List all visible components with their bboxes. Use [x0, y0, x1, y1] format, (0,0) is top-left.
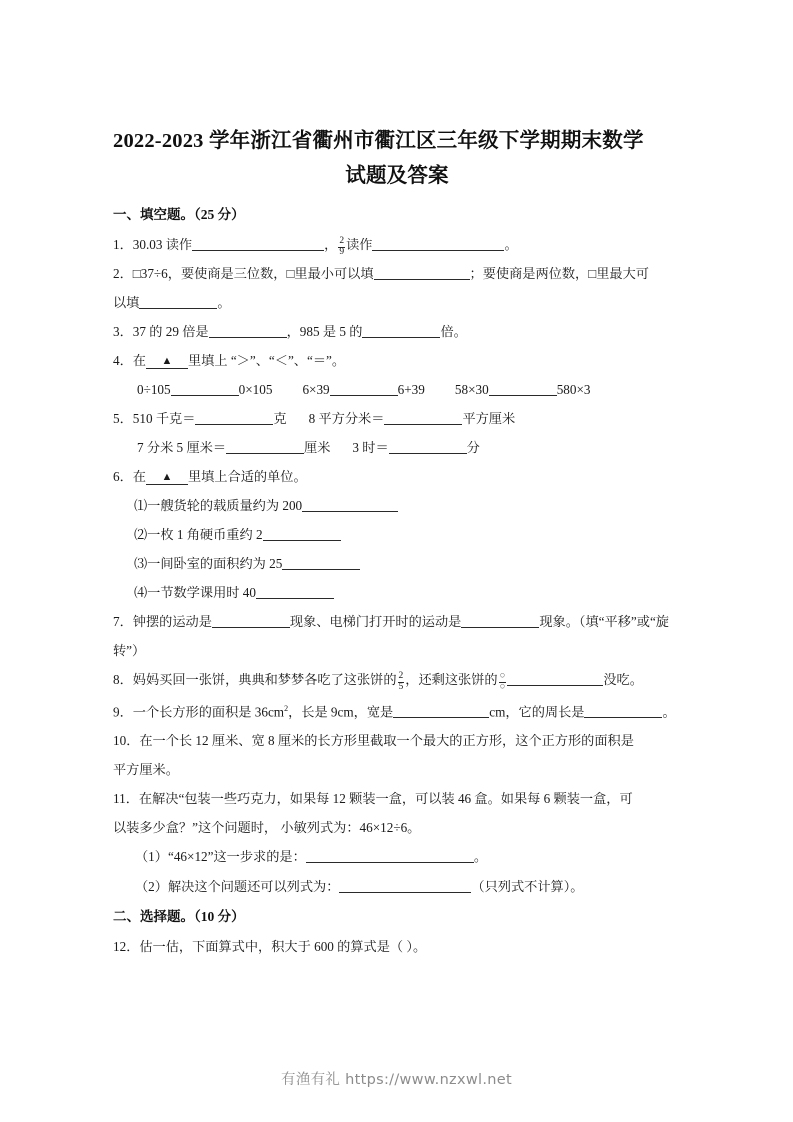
question-11 — [113, 784, 683, 813]
title-line-1: 2022-2023 学年浙江省衢州市衢江区三年级下学期期末数学 — [113, 130, 644, 152]
triangle-icon: ▲ — [146, 470, 188, 485]
q9-answer-blank-2[interactable] — [584, 703, 662, 718]
q1-text-b: 读作 — [346, 237, 373, 252]
q4-cmp-1-blank[interactable] — [171, 381, 239, 396]
q7-text-b: 现象、电梯门打开时的运动是 — [289, 614, 462, 629]
question-10-continued — [113, 755, 683, 784]
question-5 — [113, 404, 683, 433]
q5-answer-blank-2[interactable] — [384, 410, 462, 425]
q9-answer-blank-1[interactable] — [393, 703, 489, 718]
q6-item-2-blank[interactable] — [263, 526, 341, 541]
q11-text-b: 以装多少盒？”这个问题时， 小敏列式为：46×12÷6。 — [113, 820, 421, 836]
q7-text-c: 现象。（填“平移”或“旋 — [539, 614, 669, 629]
q4-cmp-1-left: 0÷105 — [137, 382, 171, 397]
q3-text-b: ，985 是 5 的 — [286, 324, 363, 339]
triangle-icon: ▲ — [146, 354, 188, 369]
q5-line1-unit-b: 平方厘米 — [462, 411, 516, 426]
q11-sub2-suffix: （只列式不计算）。 — [471, 879, 584, 895]
q11-sub1-period: 。 — [473, 849, 487, 865]
q5-line1-unit-a: 克 — [273, 411, 287, 426]
question-5-line-2 — [113, 433, 683, 462]
q5-line1-a: 510 千克＝ — [132, 411, 196, 426]
q2-number: 2． — [113, 266, 133, 281]
question-9 — [113, 694, 683, 726]
exam-body — [113, 200, 683, 961]
q5-line2-unit-a: 厘米 — [304, 440, 331, 455]
question-6 — [113, 462, 683, 491]
q2-answer-blank-1[interactable] — [374, 265, 470, 280]
q5-number: 5． — [113, 411, 133, 426]
q6-item-3-blank[interactable] — [282, 555, 360, 570]
q1-fraction — [338, 237, 345, 257]
q8-text-c: 没吃。 — [603, 672, 643, 687]
question-6-item-3 — [113, 549, 683, 578]
q4-cmp-3-blank[interactable] — [489, 381, 557, 396]
q6-text-a: 在 — [132, 469, 146, 484]
q7-answer-blank-2[interactable] — [461, 613, 539, 628]
question-6-item-2 — [113, 520, 683, 549]
q2-text-c: 以填 — [113, 295, 140, 310]
q1-number: 1． — [113, 237, 133, 252]
q11-sub2-blank[interactable] — [339, 878, 471, 893]
q8-fraction-1-numerator: 2 — [398, 671, 404, 682]
section-heading-fill-in-blank: 一、填空题。（25 分） — [113, 207, 245, 222]
section-heading-multiple-choice: 二、选择题。（10 分） — [113, 909, 245, 925]
title-line-2: 试题及答案 — [345, 165, 449, 187]
question-2-continued — [113, 288, 683, 317]
q2-period: 。 — [217, 295, 231, 310]
question-12 — [113, 932, 683, 961]
q4-cmp-2-left: 6×39 — [302, 382, 330, 397]
q11-sub2-text: （2）解决这个问题还可以列式为： — [135, 879, 340, 895]
q2-text-a: □37÷6，要使商是三位数，□里最小可以填 — [132, 266, 374, 281]
question-6-item-1 — [113, 491, 683, 520]
q7-number: 7． — [113, 614, 133, 629]
q7-answer-blank-1[interactable] — [212, 613, 290, 628]
q6-item-1-text: ⑴一艘货轮的载质量约为 200 — [134, 498, 303, 513]
q10-text-b: 平方厘米。 — [113, 762, 179, 778]
question-8 — [113, 665, 683, 694]
q8-fraction-2-denominator: ○ — [499, 682, 506, 692]
q3-text-a: 37 的 29 倍是 — [132, 324, 209, 339]
q11-sub1-text: （1）“46×12”这一步求的是： — [135, 849, 306, 865]
q5-line2-b: 3 时＝ — [352, 440, 389, 455]
q6-item-4-text: ⑷一节数学课用时 40 — [134, 585, 256, 600]
question-11-continued — [113, 813, 683, 842]
q9-text-c: cm，它的周长是 — [489, 704, 585, 720]
q8-fraction-2-blank[interactable] — [499, 672, 507, 692]
q6-item-2-text: ⑵一枚 1 角硬币重约 2 — [134, 527, 263, 542]
question-7-continued — [113, 636, 683, 665]
q3-answer-blank-1[interactable] — [209, 323, 287, 338]
question-11-part-2 — [113, 872, 683, 902]
q3-number: 3． — [113, 324, 133, 339]
question-11-part-1 — [113, 842, 683, 872]
q3-text-c: 倍。 — [440, 324, 467, 339]
q12-number: 12． — [113, 939, 140, 955]
q9-period: 。 — [662, 704, 676, 720]
q9-superscript: 2 — [284, 704, 289, 713]
q9-number: 9． — [113, 704, 133, 720]
q10-number: 10． — [113, 733, 140, 749]
q6-number: 6． — [113, 469, 133, 484]
document-title — [113, 124, 681, 194]
q5-line2-unit-b: 分 — [466, 440, 480, 455]
q1-answer-blank-2[interactable] — [372, 236, 504, 251]
q9-text-b: ，长是 9cm，宽是 — [288, 704, 394, 720]
q11-text-a: 在解决“包装一些巧克力，如果每 12 颗装一盒，可以装 46 盒。如果每 6 颗装一盒，可 — [138, 791, 633, 807]
q3-answer-blank-2[interactable] — [362, 323, 440, 338]
question-3 — [113, 317, 683, 346]
q4-cmp-2-right: 6+39 — [397, 382, 425, 397]
q8-fraction-1 — [398, 672, 405, 692]
q4-text-b: 里填上 “＞”、“＜”、“＝”。 — [187, 353, 346, 368]
q10-text-a: 在一个长 12 厘米、宽 8 厘米的长方形里截取一个最大的正方形，这个正方形的面积是 — [139, 733, 634, 749]
q8-text-a: 妈妈买回一张饼，典典和梦梦各吃了这张饼的 — [132, 672, 397, 687]
question-10 — [113, 726, 683, 755]
q4-cmp-2-blank[interactable] — [330, 381, 398, 396]
q7-text-d: 转”） — [113, 643, 146, 658]
q1-comma: ， — [324, 237, 338, 252]
q6-item-4-blank[interactable] — [256, 584, 334, 599]
q8-answer-blank[interactable] — [507, 671, 603, 686]
q5-answer-blank-4[interactable] — [389, 439, 467, 454]
question-7 — [113, 607, 683, 636]
q6-item-1-blank[interactable] — [302, 497, 398, 512]
q11-sub1-blank[interactable] — [306, 848, 474, 863]
q4-cmp-3-right: 580×3 — [556, 382, 591, 397]
q8-number: 8． — [113, 672, 133, 687]
q4-number: 4． — [113, 353, 133, 368]
q6-item-3-text: ⑶一间卧室的面积约为 25 — [134, 556, 283, 571]
q8-text-b: ，还剩这张饼的 — [405, 672, 498, 687]
question-4 — [113, 346, 683, 375]
q4-cmp-3-left: 58×30 — [454, 382, 489, 397]
question-2 — [113, 259, 683, 288]
q2-answer-blank-2[interactable] — [139, 294, 217, 309]
question-4-comparisons — [113, 375, 683, 404]
q1-period: 。 — [504, 237, 518, 252]
q5-answer-blank-1[interactable] — [195, 410, 273, 425]
q1-fraction-numerator: 2 — [339, 236, 345, 247]
q5-answer-blank-3[interactable] — [226, 439, 304, 454]
q1-text-a: 30.03 读作 — [132, 237, 193, 252]
q1-answer-blank-1[interactable] — [192, 236, 324, 251]
q9-text-a: 一个长方形的面积是 36cm — [132, 704, 285, 720]
q4-cmp-1-right: 0×105 — [238, 382, 273, 397]
question-1 — [113, 230, 683, 259]
q12-text: 估一估，下面算式中，积大于 600 的算式是（ ）。 — [139, 939, 427, 955]
q6-text-b: 里填上合适的单位。 — [187, 469, 307, 484]
footer-watermark: 有渔有礼 https://www.nzxwl.net — [281, 1072, 512, 1088]
q11-number: 11． — [113, 791, 139, 807]
q2-text-b: ；要使商是两位数，□里最大可 — [469, 266, 649, 281]
q5-line1-b: 8 平方分米＝ — [308, 411, 385, 426]
q4-text-a: 在 — [132, 353, 146, 368]
q7-text-a: 钟摆的运动是 — [132, 614, 212, 629]
q8-fraction-2-numerator: ○ — [499, 671, 506, 682]
question-6-item-4 — [113, 578, 683, 607]
q5-line2-a: 7 分米 5 厘米＝ — [137, 440, 227, 455]
q1-fraction-denominator: 9 — [339, 247, 345, 257]
q8-fraction-1-denominator: 5 — [398, 682, 404, 692]
